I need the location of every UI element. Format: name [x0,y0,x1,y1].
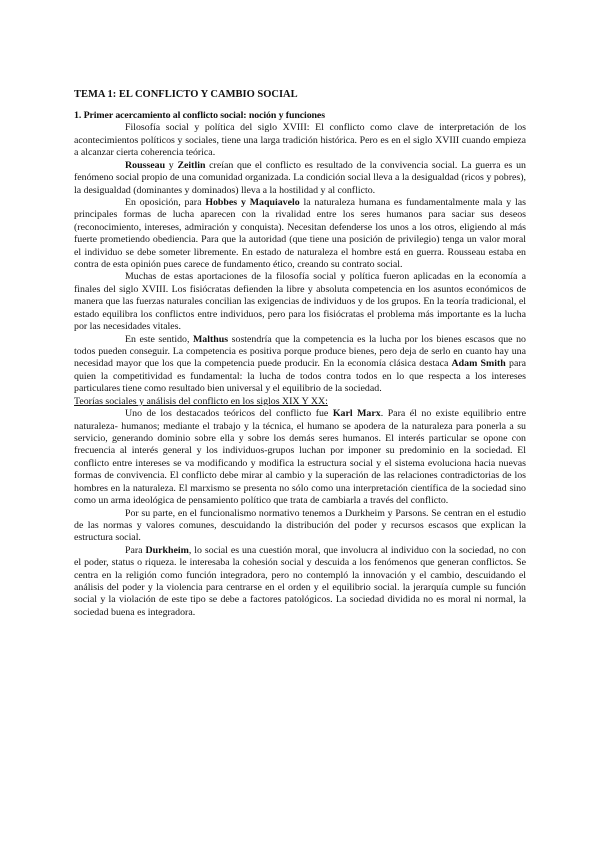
paragraph-lead: En este sentido, [125,333,193,345]
section-heading: 1. Primer acercamiento al conflicto social: noción y funciones [74,110,325,121]
paragraph-text: . Para él no existe equilibrio entre naturaleza- humanos; mediante el trabajo y la técnica, el humano se apodera de la naturaleza para ponerla a su servicio, generando dominio sobre ella y sobre los demás seres humanos. El interés particular se opone con frecuencia al interés general y los individuos-grupos luchan por imponer su predominio en la sociedad. El conflicto entre intereses se va modificando y modifica la estructura social y el sistema evoluciona hacia nuevas formas de convivencia. El conflicto debe mirar al cambio y la superación de las relaciones contradictorias de los hombres en la naturaleza. El marxismo se presenta no sólo como una interpretación científica de la sociedad sino como un arma ideológica de pensamiento político que trata de cambiarla a través del conflicto. [74,408,527,507]
paragraph-text: la naturaleza humana es fundamentalmente mala y las principales formas de lucha aparecen con la rivalidad entre los seres humanos para saciar sus deseos (reconocimiento, intereses, admiración y conquista). Necesitan defenderse los unos a los otros, eligiendo al más fuerte prometiendo obediencia. Para que la autoridad (que tiene una posición de privilegio) tenga un valor moral el individuo se debe someter libremente. En estado de naturaleza el hombre está en guerra. Rousseau estaba en contra de esta opinión pues carece de fundamento ético, creando su contrato social. [74,196,526,271]
paragraph-text: , lo social es una cuestión moral, que involucra al individuo con la sociedad, no con el poder, status o riqueza. le interesaba la cohesión social y descuida a los fenómenos que generan conflictos. Se centra en la religión como función integradora, pero no contempló la innovación y el cambio, descuidando el análisis del poder y la violencia para centrarse en el orden y el equilibrio social. la jerarquía cumple su función social y la violación de este tipo se debe a factores patológicos. La sociedad dividida no es moral ni normal, la sociedad buena es integradora. [74,544,526,618]
name-karl-marx: Karl Marx [332,408,381,420]
page-title: TEMA 1: EL CONFLICTO Y CAMBIO SOCIAL [74,89,298,100]
document-page [74,89,526,619]
paragraph-text: para quien la competitividad es fundamental: la lucha de todos contra todos en lo que respecta a los intereses particulares tiene como resultado bien universal y el equilibrio de la sociedad. [74,358,527,395]
paragraph-fisiocratas: Muchas de estas aportaciones de la filosofía social y política fueron aplicadas en la economía a finales del siglo XVIII. Los fisiócratas defienden la libre y absoluta competencia en los asuntos económicos de manera que las fuerzas naturales concilian las exigencias de individuos y de los grupos. En la teoría tradicional, el estado equilibra los conflictos entre individuos, pero para los fisiócratas el problema más importante es la lucha por las necesidades vitales. [74,271,526,333]
paragraph-lead: En oposición, para [125,196,206,208]
name-durkheim: Durkheim [145,544,189,556]
paragraph-text: creían que el conflicto es resultado de la convivencia social. La guerra es un fenómeno social propio de una comunidad organizada. La condición social lleva a la desigualdad (ricos y pobres), la desigualdad (dominantes y dominados) lleva a la hostilidad y al conflicto. [74,159,526,196]
paragraph-text: sostendría que la competencia es la lucha por los bienes escasos que no todos pueden conseguir. La competencia es positiva porque produce bienes, pero deja de serlo en cuanto hay una necesidad mayor que los que la competencia puede producir. En la economía clásica destaca [74,333,526,370]
paragraph-funcionalismo: Por su parte, en el funcionalismo normativo tenemos a Durkheim y Parsons. Se centran en el estudio de las normas y valores comunes, descuidando la distribución del poder y recursos escasos que explican la estructura social. [74,507,526,544]
name-rousseau: Rousseau [125,159,166,171]
paragraph-marx [74,408,526,507]
paragraph-hobbes [74,197,526,272]
paragraph-rousseau [74,160,526,197]
paragraph-durkheim [74,545,526,620]
name-zeitlin: Zeitlin [177,159,206,171]
name-hobbes-maquiavelo: Hobbes y Maquiavelo [205,196,300,208]
paragraph-malthus [74,334,526,396]
paragraph-lead: Uno de los destacados teóricos del conflicto fue [125,408,333,420]
connector-text: y [165,159,178,171]
paragraph-filosofia: Filosofía social y política del siglo XVIII: El conflicto como clave de interpretación de los acontecimientos políticos y sociales, tiene una larga tradición histórica. Pero es en el siglo XVIII cuando empieza a alcanzar cierta coherencia teórica. [74,122,526,159]
paragraph-lead: Para [125,544,146,556]
name-malthus: Malthus [192,333,229,345]
name-adam-smith: Adam Smith [451,358,506,370]
subheading-teorias: Teorías sociales y análisis del conflicto en los siglos XIX Y XX: [74,395,328,407]
